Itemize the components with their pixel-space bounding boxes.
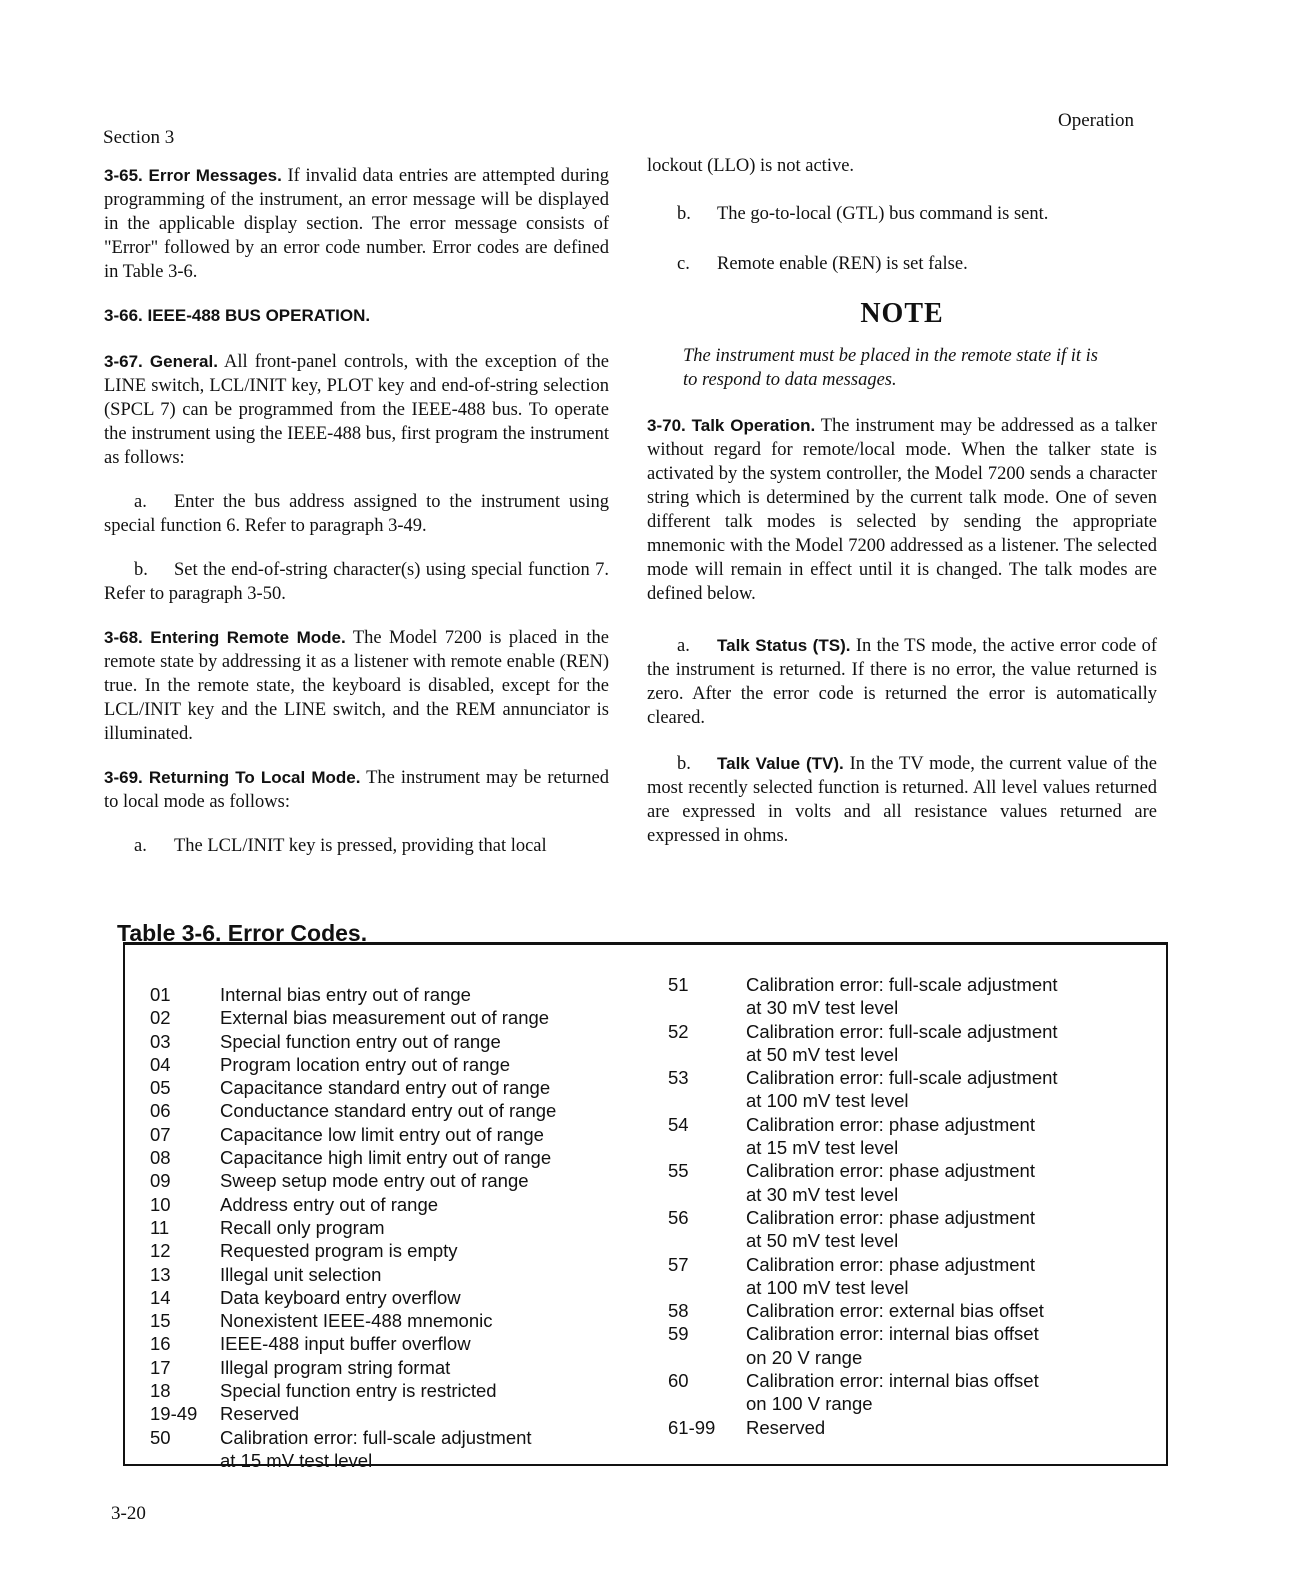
list-text: Enter the bus address assigned to the instrument using special function 6. Refer to paragraph 3-49. xyxy=(104,492,609,536)
error-description xyxy=(746,1416,1108,1439)
error-description-line: Reserved xyxy=(220,1403,300,1425)
error-description-line: at 100 mV test level xyxy=(746,1276,909,1298)
error-code: 61-99 xyxy=(668,1416,716,1438)
error-description-line: Recall only program xyxy=(220,1216,385,1238)
error-code: 57 xyxy=(668,1253,689,1275)
error-description-line: at 50 mV test level xyxy=(746,1230,899,1252)
paragraph-ref: 3-65. Error Messages. xyxy=(104,166,282,185)
table-row xyxy=(668,1020,1108,1067)
error-description xyxy=(220,1356,630,1379)
error-code: 13 xyxy=(150,1263,171,1285)
error-description-line: Special function entry is restricted xyxy=(220,1380,497,1402)
error-description-line: Conductance standard entry out of range xyxy=(220,1100,557,1122)
error-description xyxy=(220,1309,630,1332)
error-description-line: Calibration error: full-scale adjustment xyxy=(746,974,1058,995)
error-code: 07 xyxy=(150,1123,171,1145)
error-code: 60 xyxy=(668,1370,689,1392)
chapter-label: Operation xyxy=(1058,110,1134,131)
error-description-line: Illegal program string format xyxy=(220,1356,451,1378)
list-item-a xyxy=(104,490,609,538)
continuation-text: lockout (LLO) is not active. xyxy=(647,156,855,176)
error-code: 51 xyxy=(668,974,689,995)
paragraph-ref: 3-70. Talk Operation. xyxy=(647,416,816,435)
table-row xyxy=(668,1066,1108,1113)
error-code: 03 xyxy=(150,1030,171,1052)
error-description xyxy=(220,1146,630,1169)
table-right-column xyxy=(668,973,1108,1439)
error-description xyxy=(220,1379,630,1402)
right-text-column xyxy=(647,154,1157,868)
error-description-line: Calibration error: internal bias offset xyxy=(746,1370,1039,1392)
error-description xyxy=(220,1193,630,1216)
error-description-line: Address entry out of range xyxy=(220,1193,439,1215)
list-letter: c. xyxy=(677,254,690,274)
error-description-line: at 15 mV test level xyxy=(220,1449,373,1471)
table-left-column xyxy=(150,983,630,1472)
error-description xyxy=(220,1169,630,1192)
paragraph-text: The instrument may be returned to local mode as follows: xyxy=(104,768,609,812)
error-code: 04 xyxy=(150,1053,171,1075)
error-description-line: at 30 mV test level xyxy=(746,997,899,1019)
error-code: 17 xyxy=(150,1356,171,1378)
error-description-line: on 100 V range xyxy=(746,1393,873,1415)
error-code: 01 xyxy=(150,984,171,1005)
table-row xyxy=(150,1402,630,1425)
table-row xyxy=(150,1309,630,1332)
table-row xyxy=(668,1253,1108,1300)
table-row xyxy=(150,1356,630,1379)
error-description-line: Calibration error: phase adjustment xyxy=(746,1160,1035,1182)
error-code: 15 xyxy=(150,1310,171,1332)
paragraph-3-70 xyxy=(647,414,1157,606)
table-row xyxy=(668,1369,1108,1416)
error-description xyxy=(746,1113,1108,1160)
error-description xyxy=(746,1369,1108,1416)
error-code: 12 xyxy=(150,1240,171,1262)
paragraph-text: All front-panel controls, with the exception of the LINE switch, LCL/INIT key, PLOT key and end-of-string selection (SPCL 7) can be programmed from the IEEE-488 bus. To operate the instrument using the IEEE-488 bus, first program the instrument as follows: xyxy=(104,352,609,468)
table-row xyxy=(668,1299,1108,1322)
error-description-line: Internal bias entry out of range xyxy=(220,984,471,1005)
table-row xyxy=(150,1379,630,1402)
paragraph-ref: 3-68. Entering Remote Mode. xyxy=(104,628,346,647)
table-row xyxy=(668,1322,1108,1369)
error-code: 08 xyxy=(150,1147,171,1169)
error-description xyxy=(746,1159,1108,1206)
error-description-line: Capacitance low limit entry out of range xyxy=(220,1123,544,1145)
list-letter: b. xyxy=(677,754,691,774)
error-description-line: IEEE-488 input buffer overflow xyxy=(220,1333,471,1355)
table-row xyxy=(150,1099,630,1122)
error-description xyxy=(220,983,630,1006)
list-ref: Talk Value (TV). xyxy=(717,754,844,773)
error-description xyxy=(746,973,1108,1020)
error-description-line: Special function entry out of range xyxy=(220,1030,501,1052)
error-code: 54 xyxy=(668,1113,689,1135)
table-row xyxy=(150,1123,630,1146)
error-code: 06 xyxy=(150,1100,171,1122)
error-code: 52 xyxy=(668,1020,689,1042)
table-row xyxy=(150,1193,630,1216)
list-text: The LCL/INIT key is pressed, providing that local xyxy=(174,836,547,856)
table-row xyxy=(150,1146,630,1169)
error-code: 19-49 xyxy=(150,1403,198,1425)
error-description-line: Calibration error: full-scale adjustment xyxy=(746,1020,1058,1042)
error-description-line: Reserved xyxy=(746,1416,826,1438)
error-description xyxy=(220,1006,630,1029)
error-description xyxy=(220,1216,630,1239)
list-text: Remote enable (REN) is set false. xyxy=(717,254,968,274)
error-code: 58 xyxy=(668,1300,689,1322)
list-item-talk-status xyxy=(647,634,1157,730)
paragraph-3-69 xyxy=(104,766,609,814)
table-row xyxy=(150,1263,630,1286)
table-row xyxy=(150,1053,630,1076)
table-title: Table 3-6. Error Codes. xyxy=(117,920,368,946)
table-row xyxy=(150,983,630,1006)
table-row xyxy=(150,1332,630,1355)
error-code: 59 xyxy=(668,1323,689,1345)
error-description-line: Capacitance standard entry out of range xyxy=(220,1077,551,1099)
error-description-line: Calibration error: full-scale adjustment xyxy=(220,1426,532,1448)
error-description-line: Nonexistent IEEE-488 mnemonic xyxy=(220,1310,493,1332)
error-description xyxy=(220,1239,630,1262)
error-description xyxy=(220,1030,630,1053)
list-letter: a. xyxy=(677,636,690,656)
error-description-line: External bias measurement out of range xyxy=(220,1007,550,1029)
paragraph-ref: 3-67. General. xyxy=(104,352,218,371)
error-code: 02 xyxy=(150,1007,171,1029)
table-row xyxy=(668,1159,1108,1206)
error-code: 09 xyxy=(150,1170,171,1192)
note-text: The instrument must be placed in the remote state if it is to respond to data messages. xyxy=(683,346,1099,390)
error-description-line: on 20 V range xyxy=(746,1346,863,1368)
list-item-talk-value xyxy=(647,752,1157,848)
error-code: 55 xyxy=(668,1160,689,1182)
error-description xyxy=(220,1123,630,1146)
table-row xyxy=(668,1416,1108,1439)
error-description-line: Calibration error: phase adjustment xyxy=(746,1253,1035,1275)
error-description-line: Sweep setup mode entry out of range xyxy=(220,1170,529,1192)
list-item-b xyxy=(104,558,609,606)
error-description xyxy=(746,1020,1108,1067)
error-code: 53 xyxy=(668,1067,689,1089)
paragraph-text: The instrument may be addressed as a talker without regard for remote/local mode. When the talker state is activated by the system controller, the Model 7200 sends a character string which is determined by the current talk mode. One of seven different talk modes is selected by sending the appropriate mnemonic with the Model 7200 addressed as a listener. The selected mode will remain in effect until it is changed. The talk modes are defined below. xyxy=(647,416,1158,604)
table-row xyxy=(150,1239,630,1262)
list-text: Set the end-of-string character(s) using special function 7. Refer to paragraph 3-50. xyxy=(104,560,609,604)
error-description-line: at 100 mV test level xyxy=(746,1090,909,1112)
list-item-c-ren xyxy=(677,252,1157,276)
table-row xyxy=(150,1169,630,1192)
error-description xyxy=(220,1286,630,1309)
list-item-b-gtl xyxy=(677,202,1157,226)
list-letter: b. xyxy=(677,204,691,224)
error-description-line: Requested program is empty xyxy=(220,1240,458,1262)
list-text: In the TS mode, the active error code of the instrument is returned. If there is no error, the value returned is zero. After the error code is returned the error is automatically cleared. xyxy=(647,636,1157,728)
error-description xyxy=(746,1253,1108,1300)
list-text: The go-to-local (GTL) bus command is sent. xyxy=(717,204,1049,224)
error-code: 11 xyxy=(150,1216,170,1238)
error-description xyxy=(220,1332,630,1355)
error-description-line: Calibration error: external bias offset xyxy=(746,1300,1044,1322)
table-row xyxy=(150,1216,630,1239)
table-row xyxy=(150,1030,630,1053)
section-heading-3-66: 3-66. IEEE-488 BUS OPERATION. xyxy=(104,306,371,325)
paragraph-text: If invalid data entries are attempted during programming of the instrument, an error message will be displayed in the applicable display section. The error message consists of "Error" followed by an error code number. Error codes are defined in Table 3-6. xyxy=(104,166,610,282)
paragraph-ref: 3-69. Returning To Local Mode. xyxy=(104,768,361,787)
table-row xyxy=(668,1113,1108,1160)
error-description xyxy=(220,1263,630,1286)
section-label: Section 3 xyxy=(103,127,175,148)
error-description xyxy=(746,1322,1108,1369)
error-description-line: Illegal unit selection xyxy=(220,1263,382,1285)
error-description xyxy=(220,1099,630,1122)
list-letter: a. xyxy=(134,836,147,856)
error-code: 10 xyxy=(150,1193,171,1215)
error-description xyxy=(746,1206,1108,1253)
error-description-line: at 15 mV test level xyxy=(746,1137,899,1159)
error-description xyxy=(220,1076,630,1099)
error-description-line: Calibration error: phase adjustment xyxy=(746,1206,1035,1228)
paragraph-3-65 xyxy=(104,164,609,284)
error-code: 56 xyxy=(668,1206,689,1228)
error-description xyxy=(746,1299,1108,1322)
note-title: NOTE xyxy=(860,298,944,329)
list-letter: a. xyxy=(134,492,147,512)
table-row xyxy=(150,1006,630,1029)
error-description-line: Calibration error: full-scale adjustment xyxy=(746,1067,1058,1089)
table-row xyxy=(150,1076,630,1099)
error-description-line: at 30 mV test level xyxy=(746,1183,899,1205)
error-description-line: at 50 mV test level xyxy=(746,1043,899,1065)
error-description xyxy=(220,1426,630,1473)
error-code: 18 xyxy=(150,1380,171,1402)
paragraph-3-67 xyxy=(104,350,609,470)
error-code: 05 xyxy=(150,1077,171,1099)
error-description-line: Calibration error: internal bias offset xyxy=(746,1323,1039,1345)
error-description xyxy=(746,1066,1108,1113)
list-letter: b. xyxy=(134,560,148,580)
list-ref: Talk Status (TS). xyxy=(717,636,851,655)
page-number: 3-20 xyxy=(111,1503,146,1524)
error-description-line: Data keyboard entry overflow xyxy=(220,1286,461,1308)
table-row xyxy=(668,973,1108,1020)
error-code: 16 xyxy=(150,1333,171,1355)
table-row xyxy=(150,1426,630,1473)
table-row xyxy=(150,1286,630,1309)
error-description-line: Program location entry out of range xyxy=(220,1053,510,1075)
error-description-line: Calibration error: phase adjustment xyxy=(746,1113,1035,1135)
paragraph-3-68 xyxy=(104,626,609,746)
paragraph-text: The Model 7200 is placed in the remote state by addressing it as a listener with remote enable (REN) true. In the remote state, the keyboard is disabled, except for the LCL/INIT key and the LINE switch, and the REM annunciator is illuminated. xyxy=(104,628,610,744)
error-code: 14 xyxy=(150,1286,171,1308)
left-text-column xyxy=(104,164,609,884)
error-code: 50 xyxy=(150,1426,171,1448)
error-description-line: Capacitance high limit entry out of range xyxy=(220,1147,552,1169)
list-item-a-local xyxy=(134,834,609,858)
table-row xyxy=(668,1206,1108,1253)
error-description xyxy=(220,1053,630,1076)
error-description xyxy=(220,1402,630,1425)
list-text: In the TV mode, the current value of the most recently selected function is returned. All level values returned are expressed in volts and all resistance values returned are expressed in ohms. xyxy=(647,754,1158,846)
